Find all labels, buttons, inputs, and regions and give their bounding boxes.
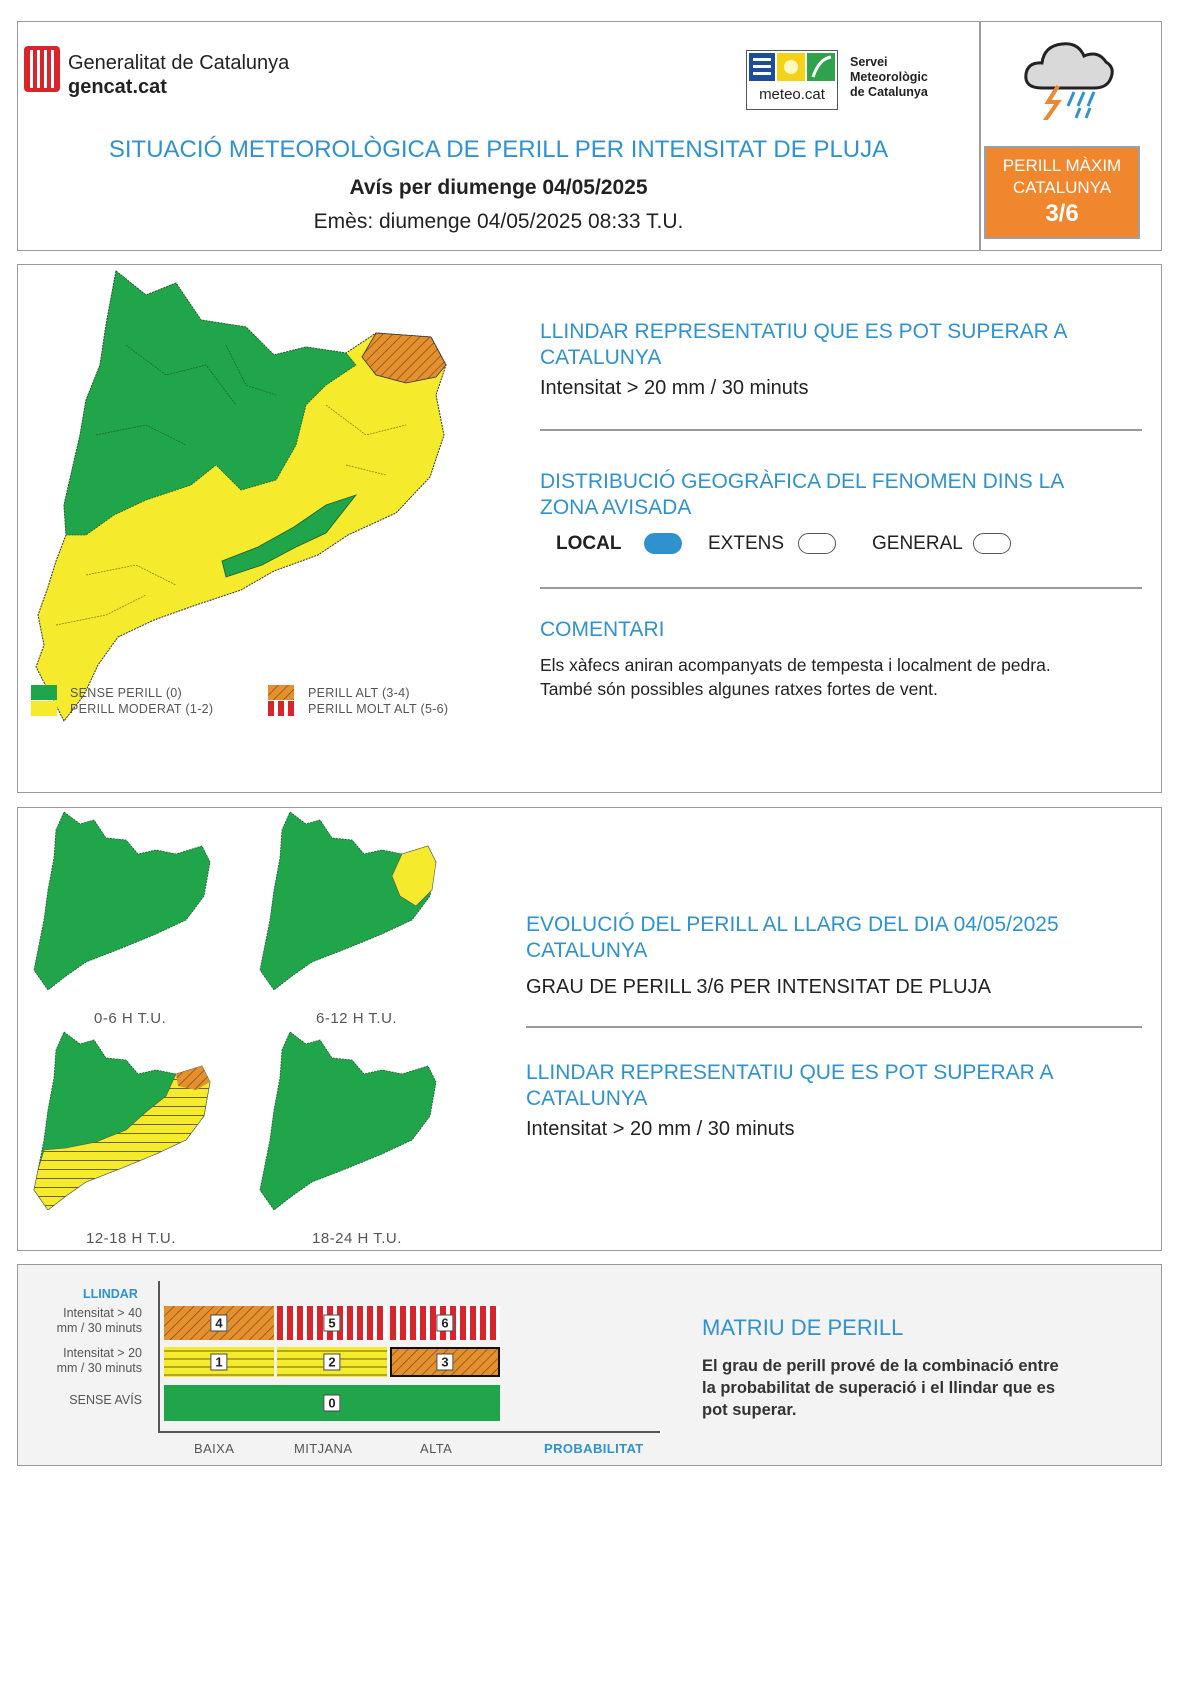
matrix-x-axis — [158, 1431, 660, 1433]
matrix-cell-6-value: 6 — [436, 1315, 453, 1332]
warning-date: Avís per diumenge 04/05/2025 — [349, 176, 648, 199]
map-caption-12-18: 12-18 H T.U. — [86, 1230, 176, 1247]
max-danger-badge — [984, 146, 1140, 239]
map-caption-6-12: 6-12 H T.U. — [316, 1010, 398, 1027]
max-danger-label: PERILL MÀXIM — [1002, 156, 1122, 175]
comment-title: COMENTARI — [540, 618, 665, 641]
matrix-description-line1: El grau de perill prové de la combinació entre — [702, 1357, 1059, 1375]
page-title: SITUACIÓ METEOROLÒGICA DE PERILL PER INTENSITAT DE PLUJA — [108, 136, 889, 163]
meteocat-logo — [746, 50, 838, 110]
main-warning-panel — [17, 264, 1162, 793]
matrix-cell-1-value: 1 — [210, 1354, 227, 1371]
matrix-prob-high: ALTA — [420, 1441, 453, 1456]
map-12-18 — [26, 1030, 226, 1226]
meteocat-service — [850, 55, 928, 100]
issued-time: Emès: diumenge 04/05/2025 08:33 T.U. — [313, 210, 684, 233]
legend-swatch-green — [31, 685, 57, 700]
matrix-description — [702, 1355, 1059, 1421]
matrix-cell-0-value: 0 — [323, 1395, 340, 1412]
meteocat-service-line1: Servei — [850, 55, 888, 69]
distribution-local-label: LOCAL — [556, 533, 622, 554]
distribution-local-indicator — [644, 533, 682, 554]
map-caption-0-6: 0-6 H T.U. — [94, 1010, 167, 1027]
storm-rain-icon — [1018, 30, 1118, 120]
legend-moderate: PERILL MODERAT (1-2) — [70, 702, 214, 716]
distribution-extens-indicator — [798, 533, 836, 554]
matrix-description-line2: la probabilitat de superació i el llindar que es — [702, 1379, 1056, 1397]
divider — [526, 1026, 1142, 1028]
catalonia-warning-map — [26, 265, 486, 735]
legend-swatch-high-very-high — [268, 685, 294, 716]
distribution-general-indicator — [973, 533, 1011, 554]
distribution-extens-label: EXTENS — [708, 533, 785, 554]
legend-none: SENSE PERILL (0) — [70, 686, 183, 700]
evolution-grade: GRAU DE PERILL 3/6 PER INTENSITAT DE PLUJA — [526, 976, 991, 998]
divider — [540, 587, 1142, 589]
meteocat-service-line3: de Catalunya — [850, 85, 928, 99]
evolution-title-line1: EVOLUCIÓ DEL PERILL AL LLARG DEL DIA 04/05/2025 — [526, 913, 1059, 936]
gencat-url: gencat.cat — [68, 76, 167, 98]
matrix-description-line3: pot superar. — [702, 1401, 797, 1419]
matrix-cell-5-value: 5 — [323, 1315, 340, 1332]
gencat-name: Generalitat de Catalunya — [68, 52, 290, 74]
map-6-12 — [252, 810, 452, 1006]
threshold-title: LLINDAR REPRESENTATIU QUE ES POT SUPERAR A CATALUNYA — [540, 320, 1067, 369]
matrix-prob-mid: MITJANA — [294, 1441, 353, 1456]
matrix-row-mid — [18, 1346, 142, 1376]
legend-swatch-yellow — [31, 701, 57, 716]
matrix-row-high — [18, 1306, 142, 1336]
map-18-24 — [252, 1030, 452, 1226]
matrix-axis-threshold: LLINDAR — [83, 1287, 138, 1301]
evolution-threshold-value: Intensitat > 20 mm / 30 minuts — [526, 1118, 795, 1140]
gencat-logo-icon — [24, 46, 60, 92]
map-caption-18-24: 18-24 H T.U. — [312, 1230, 402, 1247]
matrix-prob-axis: PROBABILITAT — [544, 1441, 644, 1456]
max-danger-region: CATALUNYA — [1012, 178, 1112, 197]
matrix-row-high-l2: mm / 30 minuts — [56, 1321, 142, 1335]
meteocat-logo-icon — [747, 51, 837, 83]
matrix-row-high-l1: Intensitat > 40 — [63, 1306, 142, 1320]
matrix-row-none: SENSE AVÍS — [69, 1393, 142, 1407]
legend-high: PERILL ALT (3-4) — [308, 686, 410, 700]
evolution-title-line2: CATALUNYA — [526, 939, 648, 962]
header-divider — [979, 22, 981, 250]
matrix-prob-low: BAIXA — [194, 1441, 235, 1456]
meteocat-site: meteo.cat — [759, 86, 825, 103]
evolution-panel — [17, 807, 1162, 1251]
map-0-6 — [26, 810, 226, 1006]
evolution-title — [526, 912, 1126, 964]
matrix-cell-3-value: 3 — [436, 1354, 453, 1371]
divider — [540, 429, 1142, 431]
risk-matrix-panel — [17, 1264, 1162, 1466]
meteocat-service-line2: Meteorològic — [850, 70, 928, 84]
matrix-row-mid-l1: Intensitat > 20 — [63, 1346, 142, 1360]
distribution-title: DISTRIBUCIÓ GEOGRÀFICA DEL FENOMEN DINS LA ZONA AVISADA — [540, 470, 1064, 519]
matrix-cell-4-value: 4 — [210, 1315, 227, 1332]
comment-line-1: Els xàfecs aniran acompanyats de tempesta i localment de pedra. — [540, 655, 1051, 675]
matrix-cell-0 — [164, 1385, 500, 1421]
threshold-value: Intensitat > 20 mm / 30 minuts — [540, 377, 809, 399]
header-panel — [17, 21, 1162, 251]
matrix-title: MATRIU DE PERILL — [702, 1315, 904, 1340]
distribution-general-label: GENERAL — [872, 533, 963, 554]
matrix-y-axis — [158, 1281, 160, 1433]
matrix-row-mid-l2: mm / 30 minuts — [56, 1361, 142, 1375]
evolution-threshold-title: LLINDAR REPRESENTATIU QUE ES POT SUPERAR A CATALUNYA — [526, 1061, 1053, 1110]
max-danger-value: 3/6 — [1045, 200, 1079, 227]
matrix-cell-2-value: 2 — [323, 1354, 340, 1371]
comment-line-2: També són possibles algunes ratxes fortes de vent. — [540, 679, 938, 699]
legend-very-high: PERILL MOLT ALT (5-6) — [308, 702, 449, 716]
